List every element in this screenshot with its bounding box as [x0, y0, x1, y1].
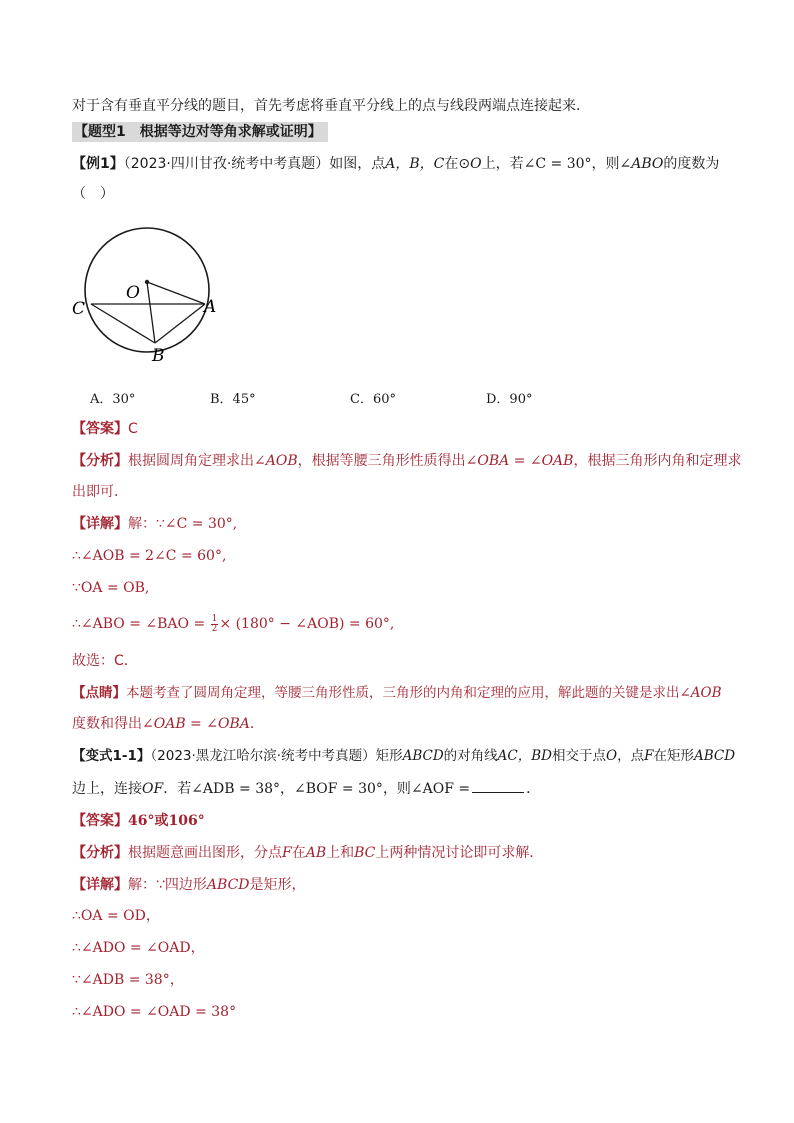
q-math: ∠BOF = 30° [294, 781, 383, 797]
variant1-step-4: ∴∠ADO = ∠OAD = 38° [72, 1004, 237, 1020]
radius-oa [147, 282, 205, 304]
label-b: B [152, 346, 165, 366]
variant1-detail [72, 875, 734, 895]
step4-right: × (180° − ∠AOB) = 60°, [219, 616, 395, 632]
detail-text: 是矩形， [249, 877, 306, 893]
variant1-tag: 【变式1-1】 [72, 748, 151, 764]
section-heading [72, 122, 734, 142]
analysis-math: ∠OBA = ∠OAB [465, 453, 574, 469]
q-math: ∠ADB = 38° [191, 781, 281, 797]
option-b: B．45° [210, 392, 256, 407]
answer-value: 46°或106° [128, 813, 205, 829]
label-o: O [126, 283, 140, 303]
q-text: 的对角线 [443, 748, 498, 764]
detail-step-4 [72, 614, 734, 634]
detail-math: ABCD [206, 877, 250, 893]
example1-source: （2023·四川甘孜·统考中考真题） [123, 156, 330, 172]
analysis-text: 上和 [326, 845, 355, 861]
analysis-math: AB [305, 845, 327, 861]
detail-intro: 解： [128, 516, 156, 532]
option-a: A．30° [90, 392, 136, 407]
q-math: O [606, 748, 618, 764]
q-center: O [470, 156, 482, 172]
q-text: 相交于点 [552, 748, 606, 764]
comment-math: ∠OAB = ∠OBA [142, 716, 250, 732]
q-math: ABCD [402, 748, 444, 764]
fraction-half [211, 615, 219, 634]
q-text: 边上，连接 [72, 781, 142, 797]
variant1-question [72, 746, 734, 766]
q-text: ， [280, 781, 295, 797]
circle-o [85, 228, 209, 352]
analysis-text: 根据题意画出图形，分点 [128, 845, 282, 861]
q-abo: ∠ABO [619, 156, 664, 172]
q-text: 在⊙ [444, 156, 471, 172]
label-a: A [204, 297, 217, 317]
analysis-math: BC [354, 845, 376, 861]
example1-analysis [72, 451, 742, 471]
option-c: C．60° [350, 392, 396, 407]
q-angle: ∠C = 30° [523, 156, 592, 172]
example1-answer [72, 419, 734, 439]
q-text: 如图，点 [329, 156, 386, 172]
answer-tag: 【答案】 [72, 421, 128, 437]
analysis-text: 在 [291, 845, 306, 861]
variant1-question-cont [72, 778, 734, 799]
analysis-math: ∠AOB [254, 453, 298, 469]
section-title: 【题型1 根据等边对等角求解或证明】 [72, 122, 328, 142]
example1-detail [72, 514, 734, 534]
comment-text: 度数和得出 [72, 716, 142, 732]
analysis-text: ，根据三角形内角和定理求 [573, 453, 742, 469]
comment-tag: 【点睛】 [72, 685, 126, 701]
q-math: ∠AOF = [410, 781, 471, 797]
detail-step-3: ∵OA = OB, [72, 580, 150, 596]
q-math: AC，BD [497, 748, 552, 764]
answer-tag: 【答案】 [72, 813, 128, 829]
variant1-source: （2023·黑龙江哈尔滨·统考中考真题） [150, 748, 376, 764]
q-text: ．若 [163, 781, 192, 797]
answer-value: C [128, 421, 138, 437]
answer-blank[interactable] [472, 778, 524, 793]
chord-ab [155, 304, 205, 343]
q-math: ABCD [693, 748, 736, 764]
example1-choose: 故选：C． [72, 653, 138, 669]
q-text: 的度数为 [663, 156, 720, 172]
example1-question [72, 154, 734, 174]
q-text: ，点 [617, 748, 645, 764]
comment-math: ∠AOB [679, 685, 722, 701]
variant1-step-2: ∴∠ADO = ∠OAD， [72, 940, 205, 956]
analysis-text: 根据圆周角定理求出 [128, 453, 254, 469]
analysis-text: ，根据等腰三角形性质得出 [297, 453, 466, 469]
radius-ob [147, 282, 155, 343]
q-text: 矩形 [375, 748, 403, 764]
comment-text: ． [249, 716, 264, 732]
example1-analysis-cont: 出即可． [72, 484, 128, 500]
analysis-tag: 【分析】 [72, 453, 128, 469]
q-text: 上，若 [481, 156, 524, 172]
chord-cb [91, 304, 155, 343]
analysis-text: 上两种情况讨论即可求解． [375, 845, 544, 861]
q-text: ，则 [382, 781, 411, 797]
analysis-tag: 【分析】 [72, 845, 128, 861]
intro-text: 对于含有垂直平分线的题目，首先考虑将垂直平分线上的点与线段两端点连接起来． [72, 98, 590, 114]
example1-tag: 【例1】 [72, 156, 124, 172]
example1-comment [72, 683, 734, 703]
step4-left: ∴∠ABO = ∠BAO = [72, 616, 206, 632]
q-math: F [644, 748, 654, 764]
detail-step-2: ∴∠AOB = 2∠C = 60°, [72, 548, 227, 564]
q-text: ． [526, 781, 541, 797]
center-dot [145, 280, 149, 284]
detail-step: ∵∠C = 30°, [156, 516, 238, 532]
circle-figure [66, 214, 236, 369]
variant1-answer [72, 811, 734, 831]
variant1-step-3: ∵∠ADB = 38°， [72, 972, 184, 988]
label-c: C [72, 299, 86, 319]
frac-num: 1 [211, 613, 218, 624]
option-d: D．90° [486, 392, 533, 407]
detail-tag: 【详解】 [72, 516, 128, 532]
detail-text: 解：∵四边形 [128, 877, 207, 893]
variant1-analysis [72, 843, 734, 863]
q-math: OF [142, 781, 164, 797]
example1-paren: （ ） [72, 186, 114, 202]
q-text: ，则 [591, 156, 620, 172]
variant1-step-1: ∴OA = OD， [72, 908, 160, 924]
q-points: A，B，C [385, 156, 445, 172]
detail-tag: 【详解】 [72, 877, 128, 893]
analysis-math: F [282, 845, 292, 861]
frac-den: 2 [211, 623, 218, 634]
q-text: 在矩形 [653, 748, 694, 764]
comment-text: 本题考查了圆周角定理，等腰三角形性质，三角形的内角和定理的应用，解此题的关键是求出 [126, 685, 680, 701]
example1-comment-cont [72, 714, 734, 734]
